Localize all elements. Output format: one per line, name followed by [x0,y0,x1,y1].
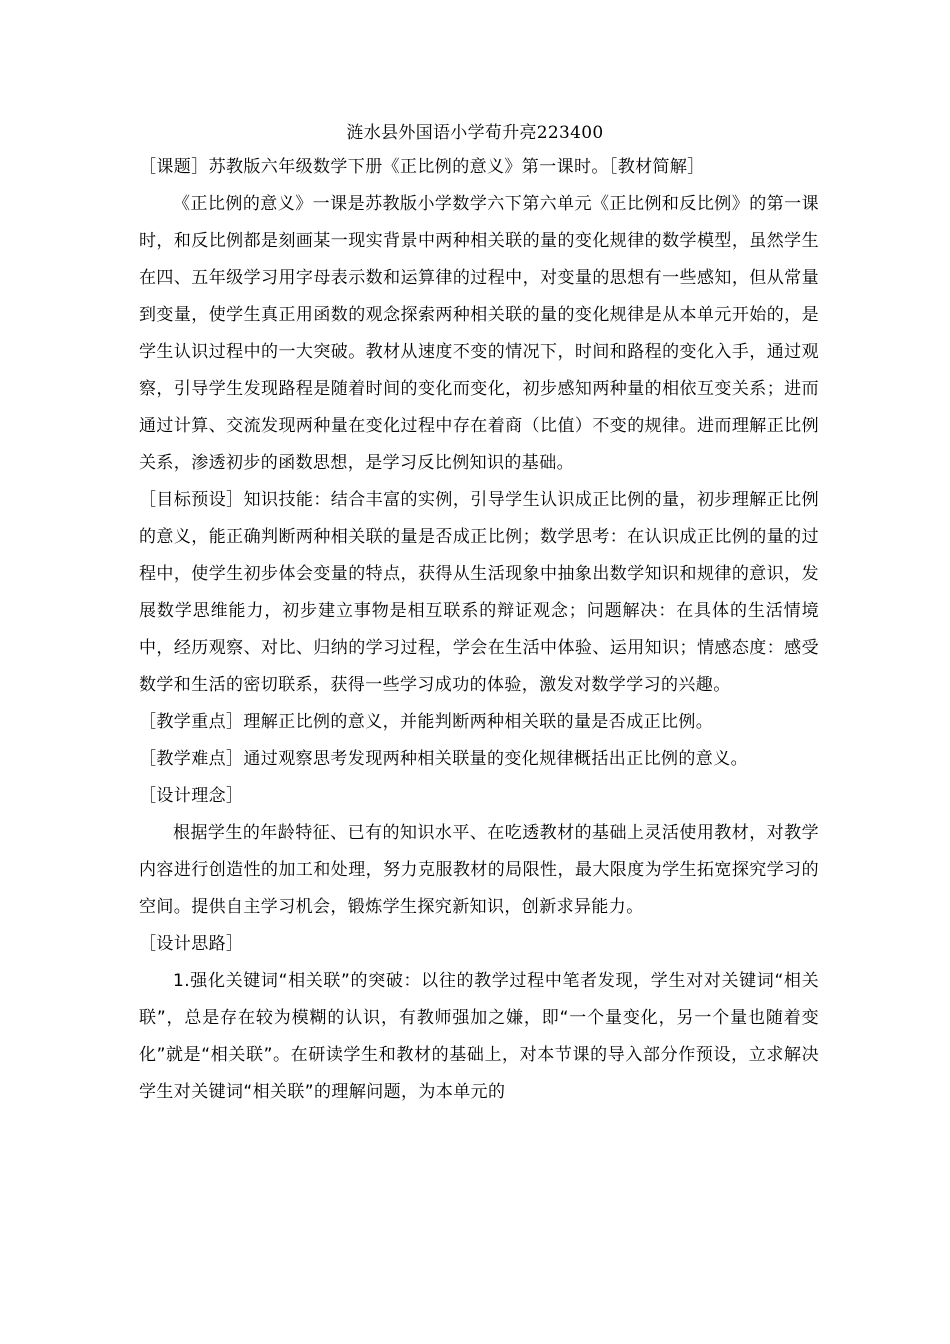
key-point-paragraph: ［教学重点］理解正比例的意义，并能判断两种相关联的量是否成正比例。 [139,712,714,732]
lesson-title-paragraph: ［课题］苏教版六年级数学下册《正比例的意义》第一课时。［教材简解］ [139,157,705,177]
design-idea-item-1: 1.强化关键词“相关联”的突破：以往的教学过程中笔者发现，学生对对关键词“相关联”，总是存在较为模糊的认识，有教师强加之嫌，即“一个量变化，另一个量也随着变化”就是“相关联”。在研读学生和教材的基础上，对本节课的导入部分作预设，立求解决学生对关键词“相关联”的理解问题，为本单元的 [139,971,819,1102]
design-idea-heading: ［设计思路］ [139,934,244,954]
design-concept-paragraph: 根据学生的年龄特征、已有的知识水平、在吃透教材的基础上灵活使用教材，对教学内容进行创造性的加工和处理，努力克服教材的局限性，最大限度为学生拓宽探究学习的空间。提供自主学习机会，锻炼学生探究新知识，创新求异能力。 [139,823,819,917]
author-line: 涟水县外国语小学荀升亮223400 [346,123,604,143]
design-concept-heading: ［设计理念］ [139,786,244,806]
goals-paragraph: ［目标预设］知识技能：结合丰富的实例，引导学生认识成正比例的量，初步理解正比例的意义，能正确判断两种相关联的量是否成正比例；数学思考：在认识成正比例的量的过程中，使学生初步体会变量的特点，获得从生活现象中抽象出数学知识和规律的意识，发展数学思维能力，初步建立事物是相互联系的辩证观念；问题解决：在具体的生活情境中，经历观察、对比、归纳的学习过程，学会在生活中体验、运用知识；情感态度：感受数学和生活的密切联系，获得一些学习成功的体验，激发对数学学习的兴趣。 [139,490,819,695]
textbook-summary-paragraph: 《正比例的意义》一课是苏教版小学数学六下第六单元《正比例和反比例》的第一课时，和反比例都是刻画某一现实背景中两种相关联的量的变化规律的数学模型，虽然学生在四、五年级学习用字母表示数和运算律的过程中，对变量的思想有一些感知，但从常量到变量，使学生真正用函数的观念探索两种相关联的量的变化规律是从本单元开始的，是学生认识过程中的一大突破。教材从速度不变的情况下，时间和路程的变化入手，通过观察，引导学生发现路程是随着时间的变化而变化，初步感知两种量的相依互变关系；进而通过计算、交流发现两种量在变化过程中存在着商（比值）不变的规律。进而理解正比例关系，渗透初步的函数思想，是学习反比例知识的基础。 [139,194,819,473]
document-body [139,149,819,1111]
difficulty-paragraph: ［教学难点］通过观察思考发现两种相关联量的变化规律概括出正比例的意义。 [139,749,748,769]
